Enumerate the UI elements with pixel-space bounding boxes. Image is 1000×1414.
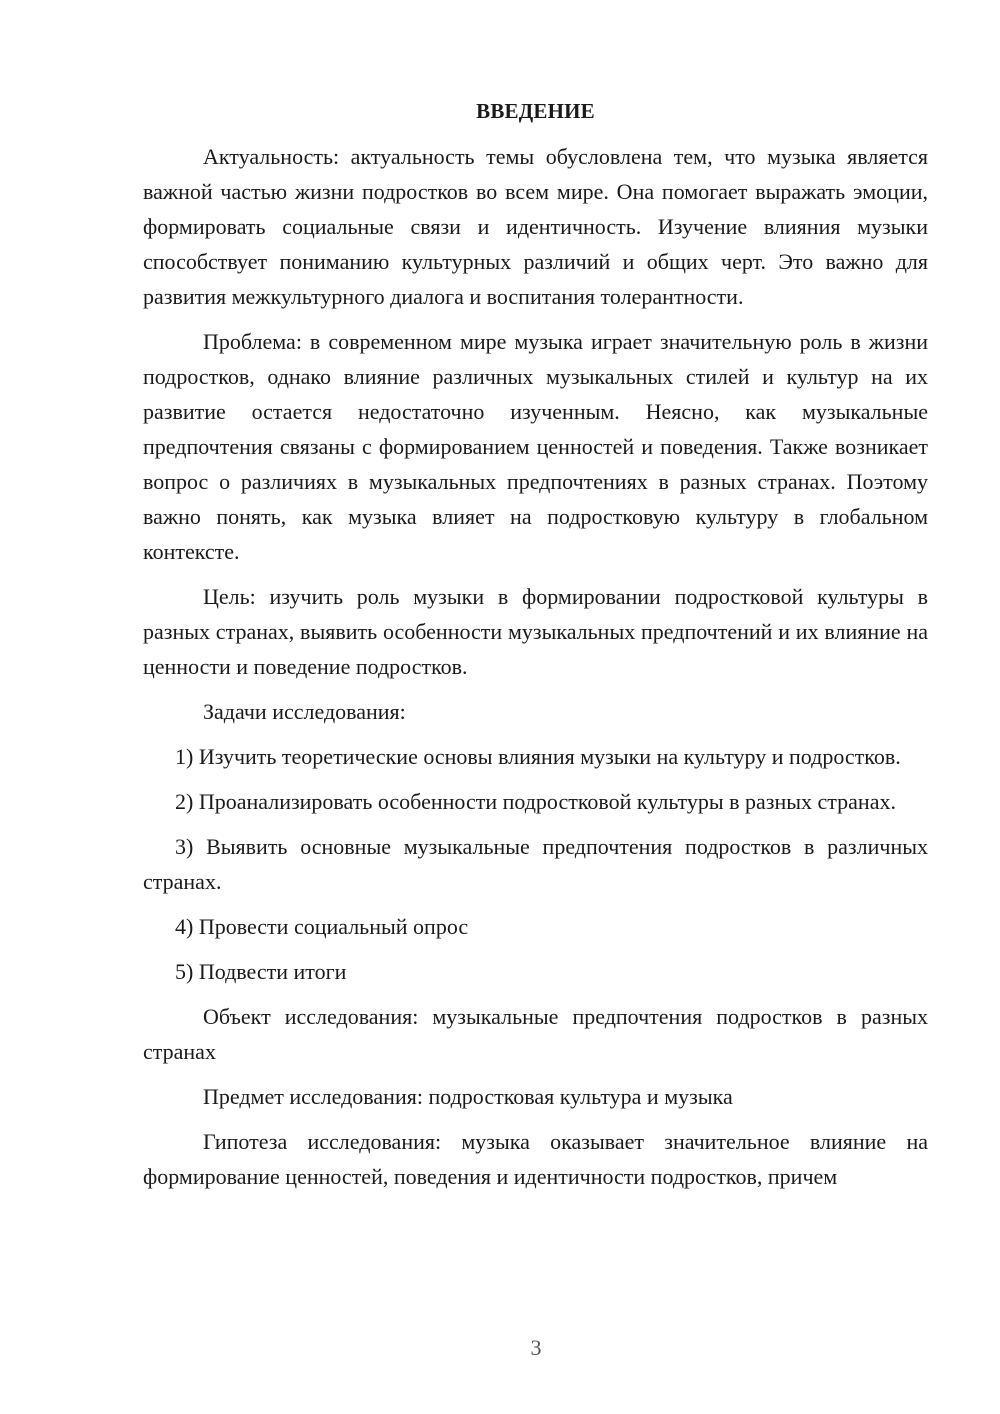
page-content (143, 94, 928, 1194)
page-number: 3 (530, 1335, 542, 1360)
subject-paragraph: Предмет исследования: подростковая культура и музыка (203, 1084, 733, 1109)
task-item-1: 1) Изучить теоретические основы влияния музыки на культуру и подростков. (175, 744, 901, 769)
task-item-2: 2) Проанализировать особенности подростковой культуры в разных странах. (175, 789, 896, 814)
task-item-5: 5) Подвести итоги (175, 959, 347, 984)
hypothesis-paragraph: Гипотеза исследования: музыка оказывает значительное влияние на формирование ценностей, поведения и идентичности подростков, причем (143, 1129, 928, 1189)
task-item-3: 3) Выявить основные музыкальные предпочтения подростков в различных странах. (143, 834, 928, 894)
task-item-4: 4) Провести социальный опрос (175, 914, 469, 939)
tasks-list (143, 739, 928, 989)
section-title: ВВЕДЕНИЕ (476, 99, 595, 123)
relevance-paragraph: Актуальность: актуальность темы обусловлена тем, что музыка является важной частью жизни подростков во всем мире. Она помогает выражать эмоции, формировать социальные связи и идентичность. Изучение влияния музыки способствует пониманию культурных различий и общих черт. Это важно для развития межкультурного диалога и воспитания толерантности. (143, 144, 928, 309)
object-paragraph: Объект исследования: музыкальные предпочтения подростков в разных странах (143, 1004, 928, 1064)
tasks-heading: Задачи исследования: (203, 699, 406, 724)
problem-paragraph: Проблема: в современном мире музыка играет значительную роль в жизни подростков, однако влияние различных музыкальных стилей и культур на их развитие остается недостаточно изученным. Неясно, как музыкальные предпочтения связаны с формированием ценностей и поведения. Также возникает вопрос о различиях в музыкальных предпочтениях в разных странах. Поэтому важно понять, как музыка влияет на подростковую культуру в глобальном контексте. (143, 329, 928, 564)
goal-paragraph: Цель: изучить роль музыки в формировании подростковой культуры в разных странах, выявить особенности музыкальных предпочтений и их влияние на ценности и поведение подростков. (143, 584, 928, 679)
